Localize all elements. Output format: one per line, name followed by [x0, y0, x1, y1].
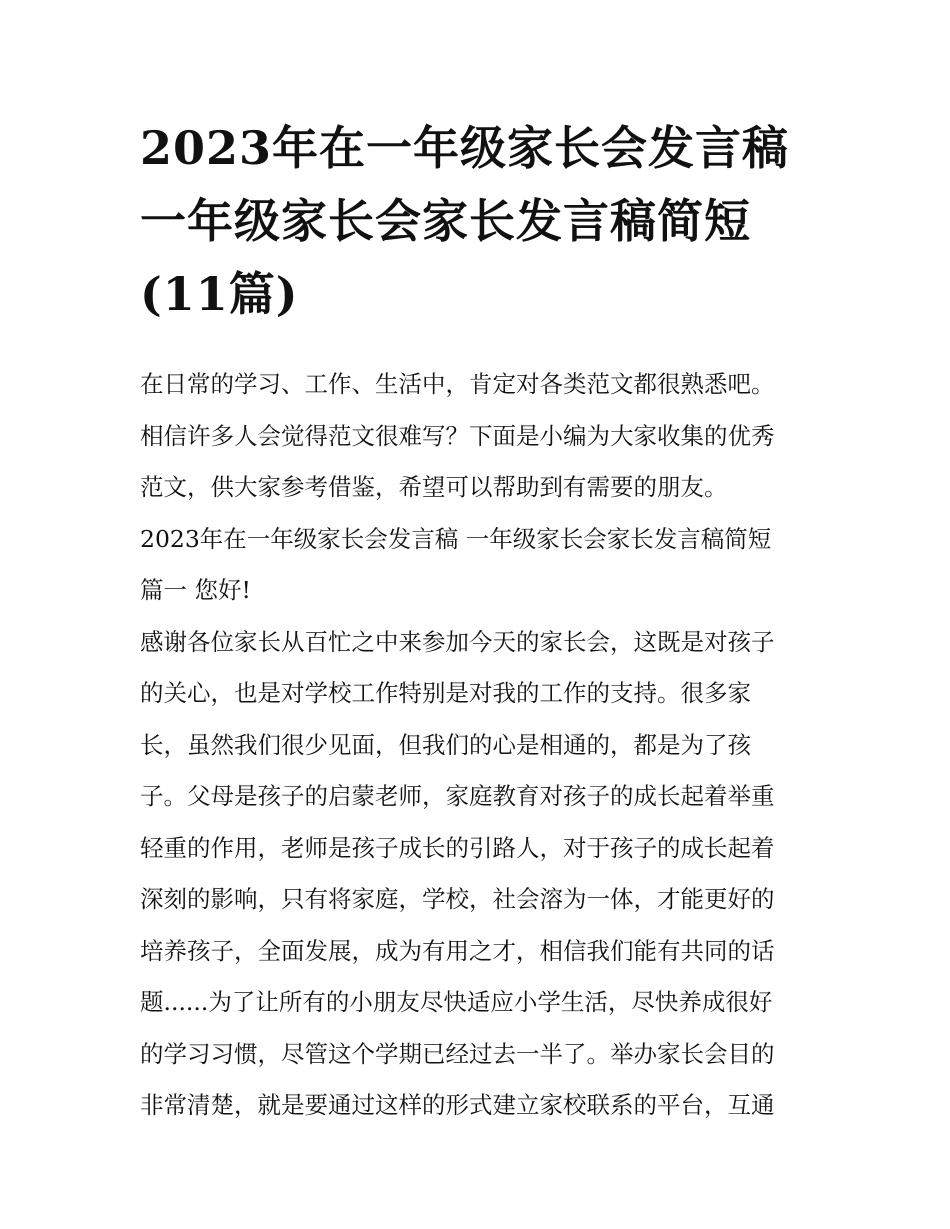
document-body	[140, 359, 820, 1132]
intro-line: 相信许多人会觉得范文很难写？下面是小编为大家收集的优秀	[140, 421, 775, 450]
title-line: 2023年在一年级家长会发言稿	[140, 121, 790, 175]
title-line: (11篇)	[140, 267, 299, 321]
section-heading-line: 篇一 您好!	[140, 576, 251, 604]
body-line: 非常清楚，就是要通过这样的形式建立家校联系的平台，互通	[140, 1091, 775, 1119]
body-line: 的关心，也是对学校工作特别是对我的工作的支持。很多家	[140, 679, 751, 707]
title-line: 一年级家长会家长发言稿简短	[140, 194, 751, 248]
body-line: 子。父母是孩子的启蒙老师，家庭教育对孩子的成长起着举重	[140, 782, 775, 810]
body-line: 长，虽然我们很少见面，但我们的心是相通的，都是为了孩	[140, 730, 751, 759]
body-line: 轻重的作用，老师是孩子成长的引路人，对于孩子的成长起着	[140, 833, 775, 862]
section-heading-line: 2023年在一年级家长会发言稿 一年级家长会家长发言稿简短	[140, 524, 772, 553]
body-line: 深刻的影响，只有将家庭，学校，社会溶为一体，才能更好的	[140, 885, 775, 913]
body-line: 的学习习惯，尽管这个学期已经过去一半了。举办家长会目的	[140, 1039, 775, 1068]
body-line: 题......为了让所有的小朋友尽快适应小学生活，尽快养成很好	[140, 988, 773, 1016]
intro-line: 范文，供大家参考借鉴，希望可以帮助到有需要的朋友。	[140, 473, 728, 501]
intro-line: 在日常的学习、工作、生活中，肯定对各类范文都很熟悉吧。	[140, 370, 775, 398]
document-title	[140, 112, 820, 331]
document-page	[140, 112, 820, 1132]
body-line: 培养孩子，全面发展，成为有用之才，相信我们能有共同的话	[140, 936, 775, 965]
body-line: 感谢各位家长从百忙之中来参加今天的家长会，这既是对孩子	[140, 627, 775, 656]
